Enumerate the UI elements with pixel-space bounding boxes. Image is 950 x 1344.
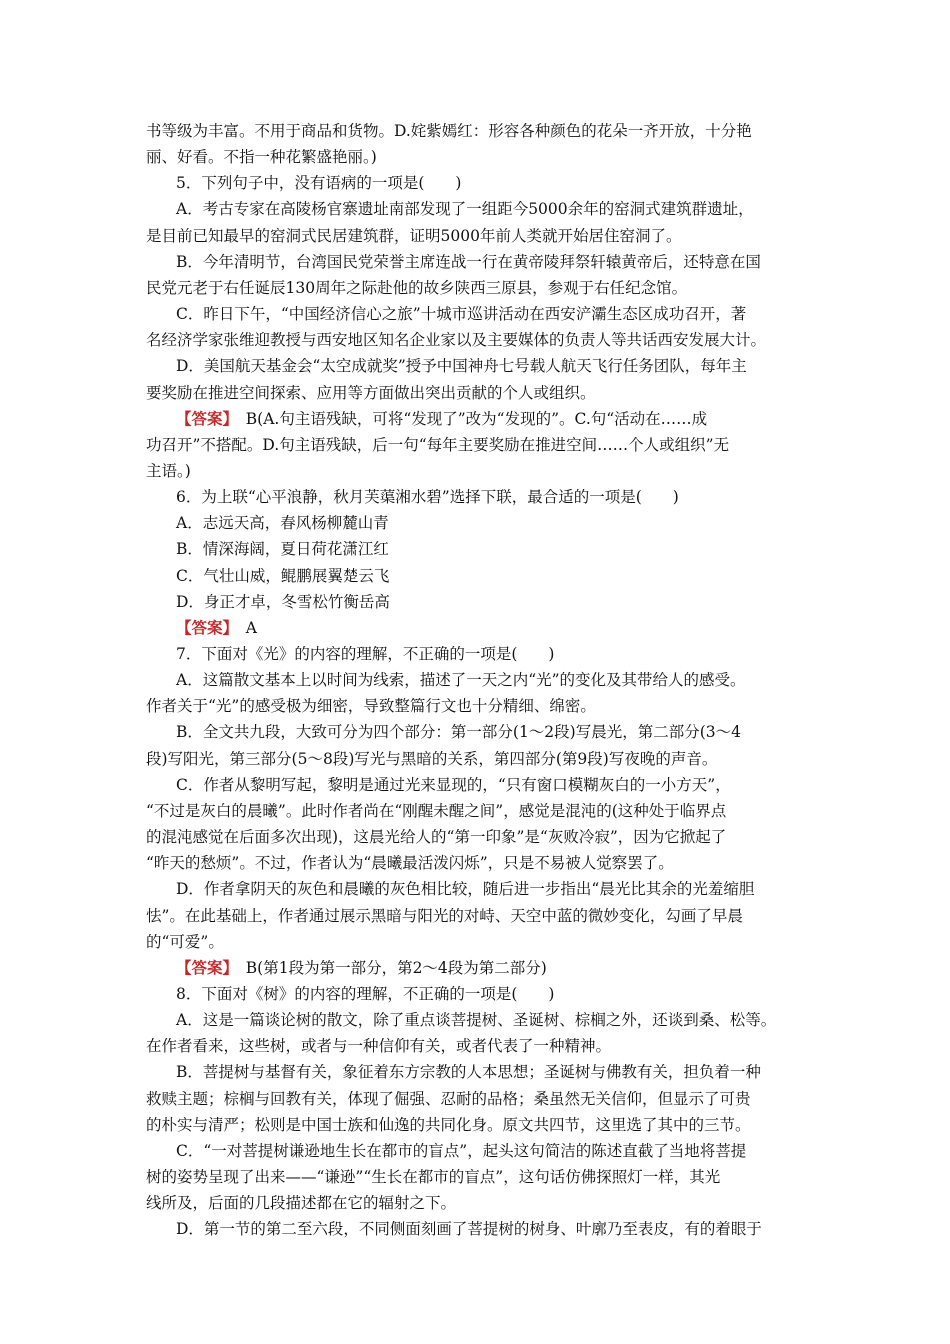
line-text: 丽、好看。不指一种花繁盛艳丽。) — [146, 148, 377, 167]
text-line — [176, 1007, 810, 1033]
line-text: 是目前已知最早的窑洞式民居建筑群，证明5000年前人类就开始居住窑洞了。 — [146, 226, 682, 245]
answer-label: 【答案】 — [176, 408, 231, 428]
text-line — [176, 876, 810, 902]
line-text: A — [230, 618, 257, 637]
line-text: C．昨日下午，“中国经济信心之旅”十城市巡讲活动在西安浐灞生态区成功召开，著 — [176, 305, 747, 323]
text-line — [146, 1190, 810, 1216]
text-line — [146, 223, 810, 249]
line-text: B．情深海阔，夏日荷花潇江红 — [176, 540, 389, 559]
answer-label: 【答案】 — [176, 957, 231, 977]
line-text: A．这篇散文基本上以时间为线索，描述了一天之内“光”的变化及其带给人的感受。 — [176, 671, 746, 690]
text-line — [176, 510, 810, 536]
answer-line — [176, 406, 810, 432]
text-line — [146, 693, 810, 719]
line-text: D．美国航天基金会“太空成就奖”授予中国神舟七号载人航天飞行任务团队，每年主 — [176, 357, 747, 376]
answer-line — [176, 955, 810, 981]
text-line — [176, 641, 810, 667]
text-line — [146, 798, 810, 824]
line-text: A．这是一篇谈论树的散文，除了重点谈菩提树、圣诞树、棕榈之外，还谈到桑、松等。 — [176, 1011, 777, 1030]
line-text: 6．为上联“心平浪静，秋月芙蕖湘水碧”选择下联，最合适的一项是( ) — [176, 488, 679, 507]
text-line — [176, 170, 810, 196]
line-text: B．今年清明节，台湾国民党荣誉主席连战一行在黄帝陵拜祭轩辕黄帝后，还特意在国 — [176, 252, 761, 271]
line-text: 线所及，后面的几段描述都在它的辐射之下。 — [146, 1194, 457, 1213]
text-line — [176, 981, 810, 1007]
text-line — [146, 458, 810, 484]
line-text: 救赎主题；棕榈与回教有关，体现了倔强、忍耐的品格；桑虽然无关信仰，但显示了可贵 — [146, 1089, 751, 1108]
text-line — [146, 824, 810, 850]
line-text: 怯”。在此基础上，作者通过展示黑暗与阳光的对峙、天空中蓝的微妙变化，勾画了早晨 — [146, 906, 743, 925]
line-text: 树的姿势呈现了出来——“谦逊”“生长在都市的盲点”，这句话仿佛探照灯一样，其光 — [146, 1168, 721, 1186]
line-text: D．身正才卓，冬雪松竹衡岳高 — [176, 592, 390, 611]
text-line — [176, 484, 810, 510]
text-line — [146, 903, 810, 929]
line-text: 功召开”不搭配。D.句主语残缺，后一句“每年主要奖励在推进空间……个人或组织”无 — [146, 435, 730, 454]
line-text: 的混沌感觉在后面多次出现)，这晨光给人的“第一印象”是“灰败冷寂”，因为它掀起了 — [146, 828, 727, 846]
line-text: 在作者看来，这些树，或者与一种信仰有关，或者代表了一种精神。 — [146, 1037, 612, 1056]
line-text: C．作者从黎明写起，黎明是通过光来显现的，“只有窗口模糊灰白的一小方天”， — [176, 775, 731, 794]
text-line — [176, 589, 810, 615]
text-line — [146, 746, 810, 772]
line-text: 的“可爱”。 — [146, 932, 224, 951]
text-line — [146, 327, 810, 353]
text-line — [176, 719, 810, 745]
line-text: 名经济学家张维迎教授与西安地区知名企业家以及主要媒体的负责人等共话西安发展大计。 — [146, 331, 767, 350]
text-line — [176, 1138, 810, 1164]
text-line — [146, 929, 810, 955]
line-text: 民党元老于右任诞辰130周年之际赴他的故乡陕西三原县，参观于右任纪念馆。 — [146, 278, 688, 297]
text-line — [176, 1059, 810, 1085]
line-text: “昨天的愁烦”。不过，作者认为“晨曦最活泼闪烁”，只是不易被人觉察罢了。 — [146, 854, 674, 873]
line-text: 作者关于“光”的感受极为细密，导致整篇行文也十分精细、绵密。 — [146, 697, 596, 716]
line-text: 8．下面对《树》的内容的理解，不正确的一项是( ) — [176, 984, 555, 1003]
line-text: D．第一节的第二至六段，不同侧面刻画了菩提树的树身、叶廓乃至表皮，有的着眼于 — [176, 1220, 762, 1239]
line-text: B(A.句主语残缺，可将“发现了”改为“发现的”。C.句“活动在……成 — [230, 409, 708, 428]
line-text: 的朴实与清严；松则是中国士族和仙逸的共同化身。原文共四节，这里选了其中的三节。 — [146, 1115, 751, 1134]
text-line — [146, 144, 810, 170]
text-line — [176, 1216, 810, 1242]
line-text: A．志远天高，春风杨柳麓山青 — [176, 514, 389, 533]
line-text: B．菩提树与基督有关，象征着东方宗教的人本思想；圣诞树与佛教有关，担负着一种 — [176, 1063, 761, 1082]
answer-line — [176, 615, 810, 641]
text-line — [146, 118, 810, 144]
line-text: D．作者拿阴天的灰色和晨曦的灰色相比较，随后进一步指出“晨光比其余的光羞缩胆 — [176, 880, 755, 899]
line-text: “不过是灰白的晨曦”。此时作者尚在“刚醒未醒之间”，感觉是混沌的(这种处于临界点 — [146, 801, 727, 820]
line-text: 主语。) — [146, 461, 191, 480]
text-line — [176, 301, 810, 327]
line-text: 书等级为丰富。不用于商品和货物。D.姹紫嫣红：形容各种颜色的花朵一齐开放，十分艳 — [146, 122, 752, 140]
text-line — [146, 1164, 810, 1190]
text-line — [146, 1033, 810, 1059]
text-line — [146, 380, 810, 406]
line-text: A．考古专家在高陵杨官寨遗址南部发现了一组距今5000余年的窑洞式建筑群遗址， — [176, 200, 754, 219]
text-line — [146, 275, 810, 301]
text-line — [176, 536, 810, 562]
line-text: B．全文共九段，大致可分为四个部分：第一部分(1～2段)写晨光，第二部分(3～4 — [176, 723, 741, 742]
text-line — [176, 249, 810, 275]
text-line — [176, 772, 810, 798]
text-line — [146, 1086, 810, 1112]
line-text: 要奖励在推进空间探索、应用等方面做出突出贡献的个人或组织。 — [146, 383, 596, 402]
line-text: 5．下列句子中，没有语病的一项是( ) — [176, 174, 462, 193]
line-text: C．气壮山威，鲲鹏展翼楚云飞 — [176, 566, 390, 585]
text-line — [146, 1112, 810, 1138]
text-line — [146, 432, 810, 458]
line-text: B(第1段为第一部分，第2～4段为第二部分) — [230, 958, 547, 977]
text-line — [176, 563, 810, 589]
answer-label: 【答案】 — [176, 617, 231, 637]
text-line — [146, 850, 810, 876]
text-line — [176, 196, 810, 222]
line-text: 段)写阳光，第三部分(5～8段)写光与黑暗的关系，第四部分(第9段)写夜晚的声音。 — [146, 749, 718, 768]
text-line — [176, 667, 810, 693]
text-line — [176, 353, 810, 379]
line-text: 7．下面对《光》的内容的理解，不正确的一项是( ) — [176, 645, 555, 663]
line-text: C．“一对菩提树谦逊地生长在都市的盲点”，起头这句简洁的陈述直截了当地将菩提 — [176, 1141, 747, 1160]
